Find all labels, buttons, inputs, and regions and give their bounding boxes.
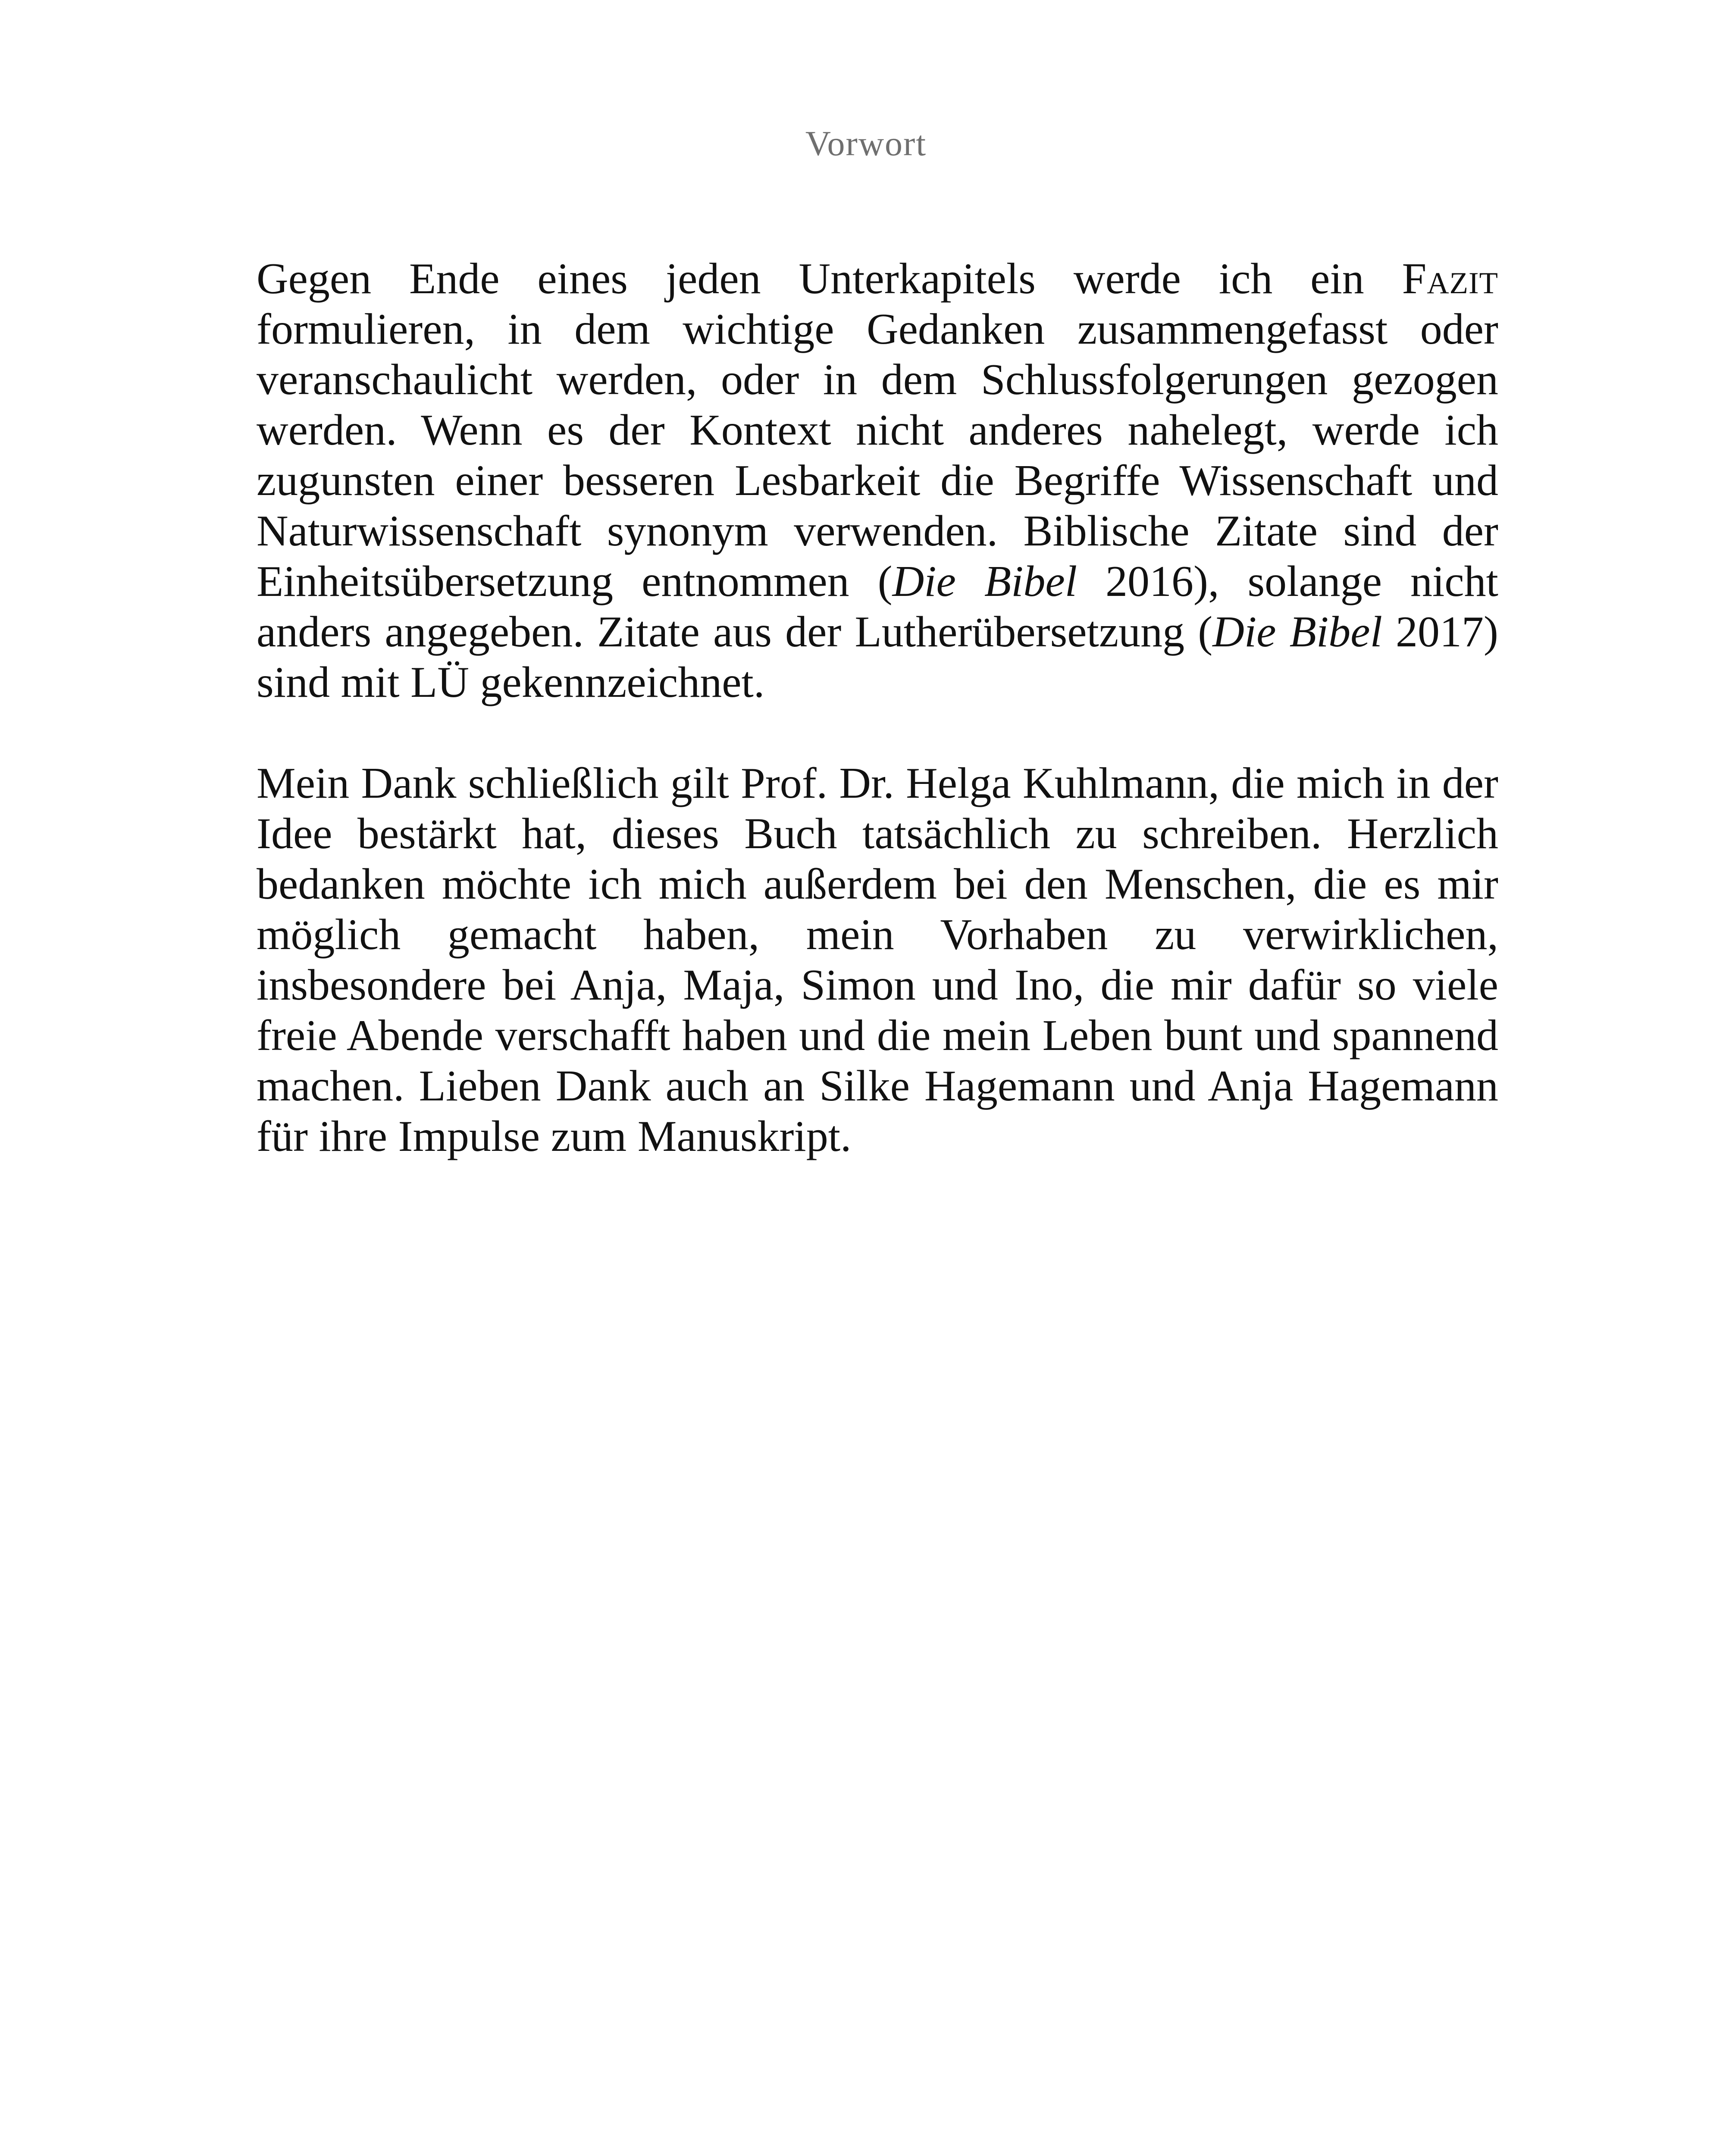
text-segment: formulieren, in dem wichtige Gedanken zusammengefasst oder veranschaulicht werden, oder in dem Schlussfolgerungen gezogen werden. Wenn es der Kontext nicht anderes nahelegt, werde ich zugunsten einer besseren Lesbarkeit die Begriffe Wissenschaft und Naturwissenschaft synonym verwenden. Biblische Zitate sind der Einheitsübersetzung entnommen ( <box>257 305 1498 606</box>
text-segment: 2016), solange nicht anders angegeben. Zitate aus der Lutherübersetzung ( <box>257 557 1498 656</box>
body-text <box>257 254 1498 1162</box>
text-segment: 2017) sind mit LÜ gekennzeichnet. <box>257 608 1499 707</box>
running-header: Vorwort <box>805 124 927 163</box>
book-title-citation: Die Bibel <box>1212 608 1382 656</box>
book-title-citation: Die Bibel <box>892 557 1077 606</box>
text-segment: Mein Dank schließlich gilt Prof. Dr. Helga Kuhlmann, die mich in der Idee bestärkt hat, dieses Buch tatsächlich zu schreiben. Herzlich bedanken möchte ich mich außerdem bei den Menschen, die es mir möglich gemacht haben, mein Vorhaben zu verwirklichen, insbesondere bei Anja, Maja, Simon und Ino, die mir dafür so viele freie Abende verschafft haben und die mein Leben bunt und spannend machen. Lieben Dank auch an Silke Hagemann und Anja Hagemann für ihre Impulse zum Manuskript. <box>257 759 1498 1161</box>
paragraph-method-notes <box>257 254 1498 708</box>
text-segment: Gegen Ende eines jeden Unterkapitels werde ich ein <box>257 254 1402 303</box>
paragraph-acknowledgements <box>257 758 1498 1162</box>
smallcaps-term: Fazit <box>1402 254 1498 303</box>
